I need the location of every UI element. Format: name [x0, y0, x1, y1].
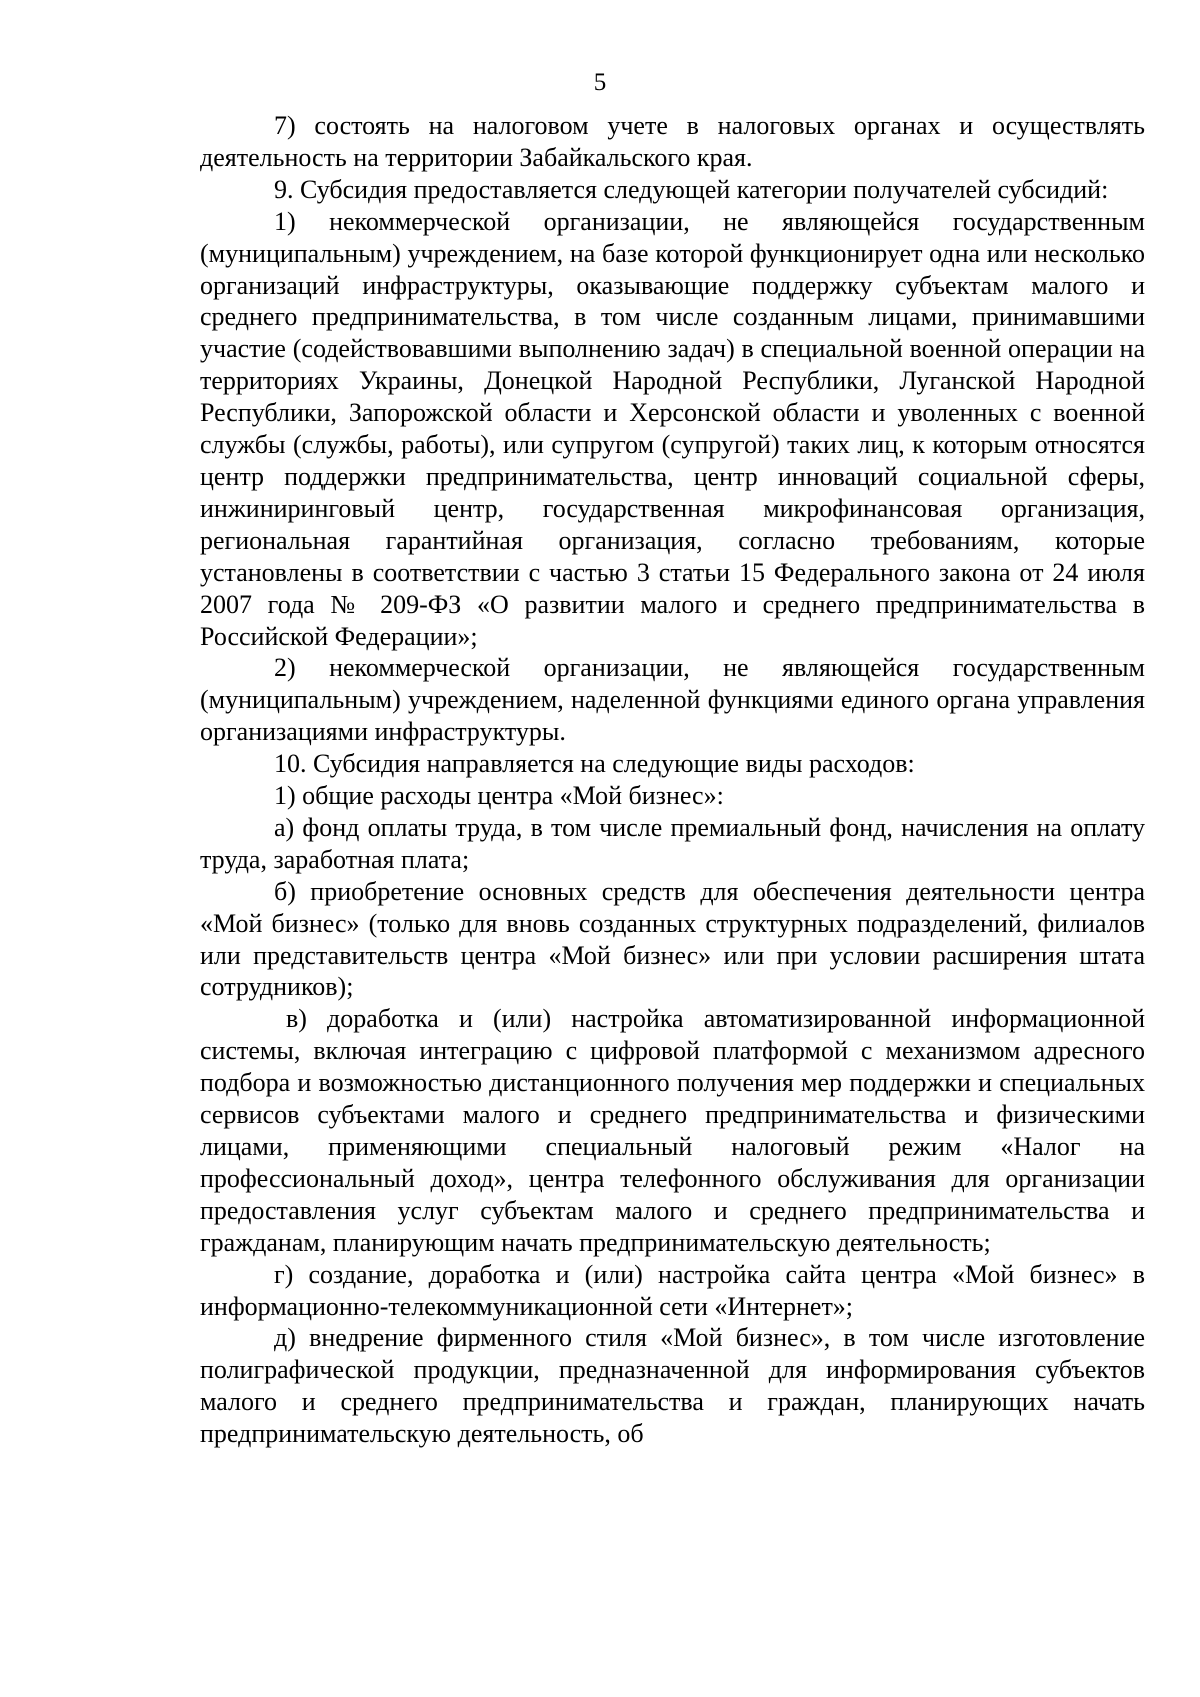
paragraph-clause-9: 9. Субсидия предоставляется следующей категории получателей субсидий: [274, 174, 1109, 204]
paragraph-sub-g: г) создание, доработка и (или) настройка сайта центра «Мой бизнес» в информационно-телекоммуникационной сети «Интернет»; [200, 1259, 1145, 1321]
page-number: 5 [593, 69, 607, 96]
paragraph-sub-a: а) фонд оплаты труда, в том числе премиальный фонд, начисления на оплату труда, заработная плата; [200, 812, 1145, 874]
paragraph-sub-b: б) приобретение основных средств для обеспечения деятельности центра «Мой бизнес» (только для вновь созданных структурных подразделений, филиалов или представительств центра «Мой бизнес» или при условии расширения штата сотрудников); [200, 876, 1145, 1002]
document-body [200, 110, 1145, 1450]
paragraph-clause-10: 10. Субсидия направляется на следующие виды расходов: [274, 749, 915, 779]
paragraph-recipient-1: 1) некоммерческой организации, не являющейся государственным (муниципальным) учреждением, на базе которой функционирует одна или несколько организаций инфраструктуры, оказывающие поддержку субъектам малого и среднего предпринимательства, в том числе созданным лицами, принимавшими участие (содействовавшими выполнению задач) в специальной военной операции на территориях Украины, Донецкой Народной Республики, Луганской Народной Республики, Запорожской области и Херсонской области и уволенных с военной службы (службы, работы), или супругом (супругой) таких лиц, к которым относятся центр поддержки предпринимательства, центр инноваций социальной сферы, инжиниринговый центр, государственная микрофинансовая организация, региональная гарантийная организация, согласно требованиям, которые установлены в соответствии с частью 3 статьи 15 Федерального закона от 24 июля 2007 года № 209-ФЗ «О развитии малого и среднего предпринимательства в Российской Федерации»; [200, 206, 1145, 651]
paragraph-sub-v: в) доработка и (или) настройка автоматизированной информационной системы, включая интеграцию с цифровой платформой с механизмом адресного подбора и возможностью дистанционного получения мер поддержки и специальных сервисов субъектами малого и среднего предпринимательства и физическими лицами, применяющими специальный налоговый режим «Налог на профессиональный доход», центра телефонного обслуживания для организации предоставления услуг субъектам малого и среднего предпринимательства и гражданам, планирующим начать предпринимательскую деятельность; [200, 1004, 1145, 1257]
paragraph-sub-d: д) внедрение фирменного стиля «Мой бизнес», в том числе изготовление полиграфической продукции, предназначенной для информирования субъектов малого и среднего предпринимательства и граждан, планирующих начать предпринимательскую деятельность, об [200, 1323, 1145, 1449]
paragraph-item-7: 7) состоять на налоговом учете в налоговых органах и осуществлять деятельность на территории Забайкальского края. [200, 111, 1145, 172]
paragraph-expenses-1: 1) общие расходы центра «Мой бизнес»: [274, 781, 724, 811]
paragraph-recipient-2: 2) некоммерческой организации, не являющейся государственным (муниципальным) учреждением, наделенной функциями единого органа управления организациями инфраструктуры. [200, 653, 1145, 747]
